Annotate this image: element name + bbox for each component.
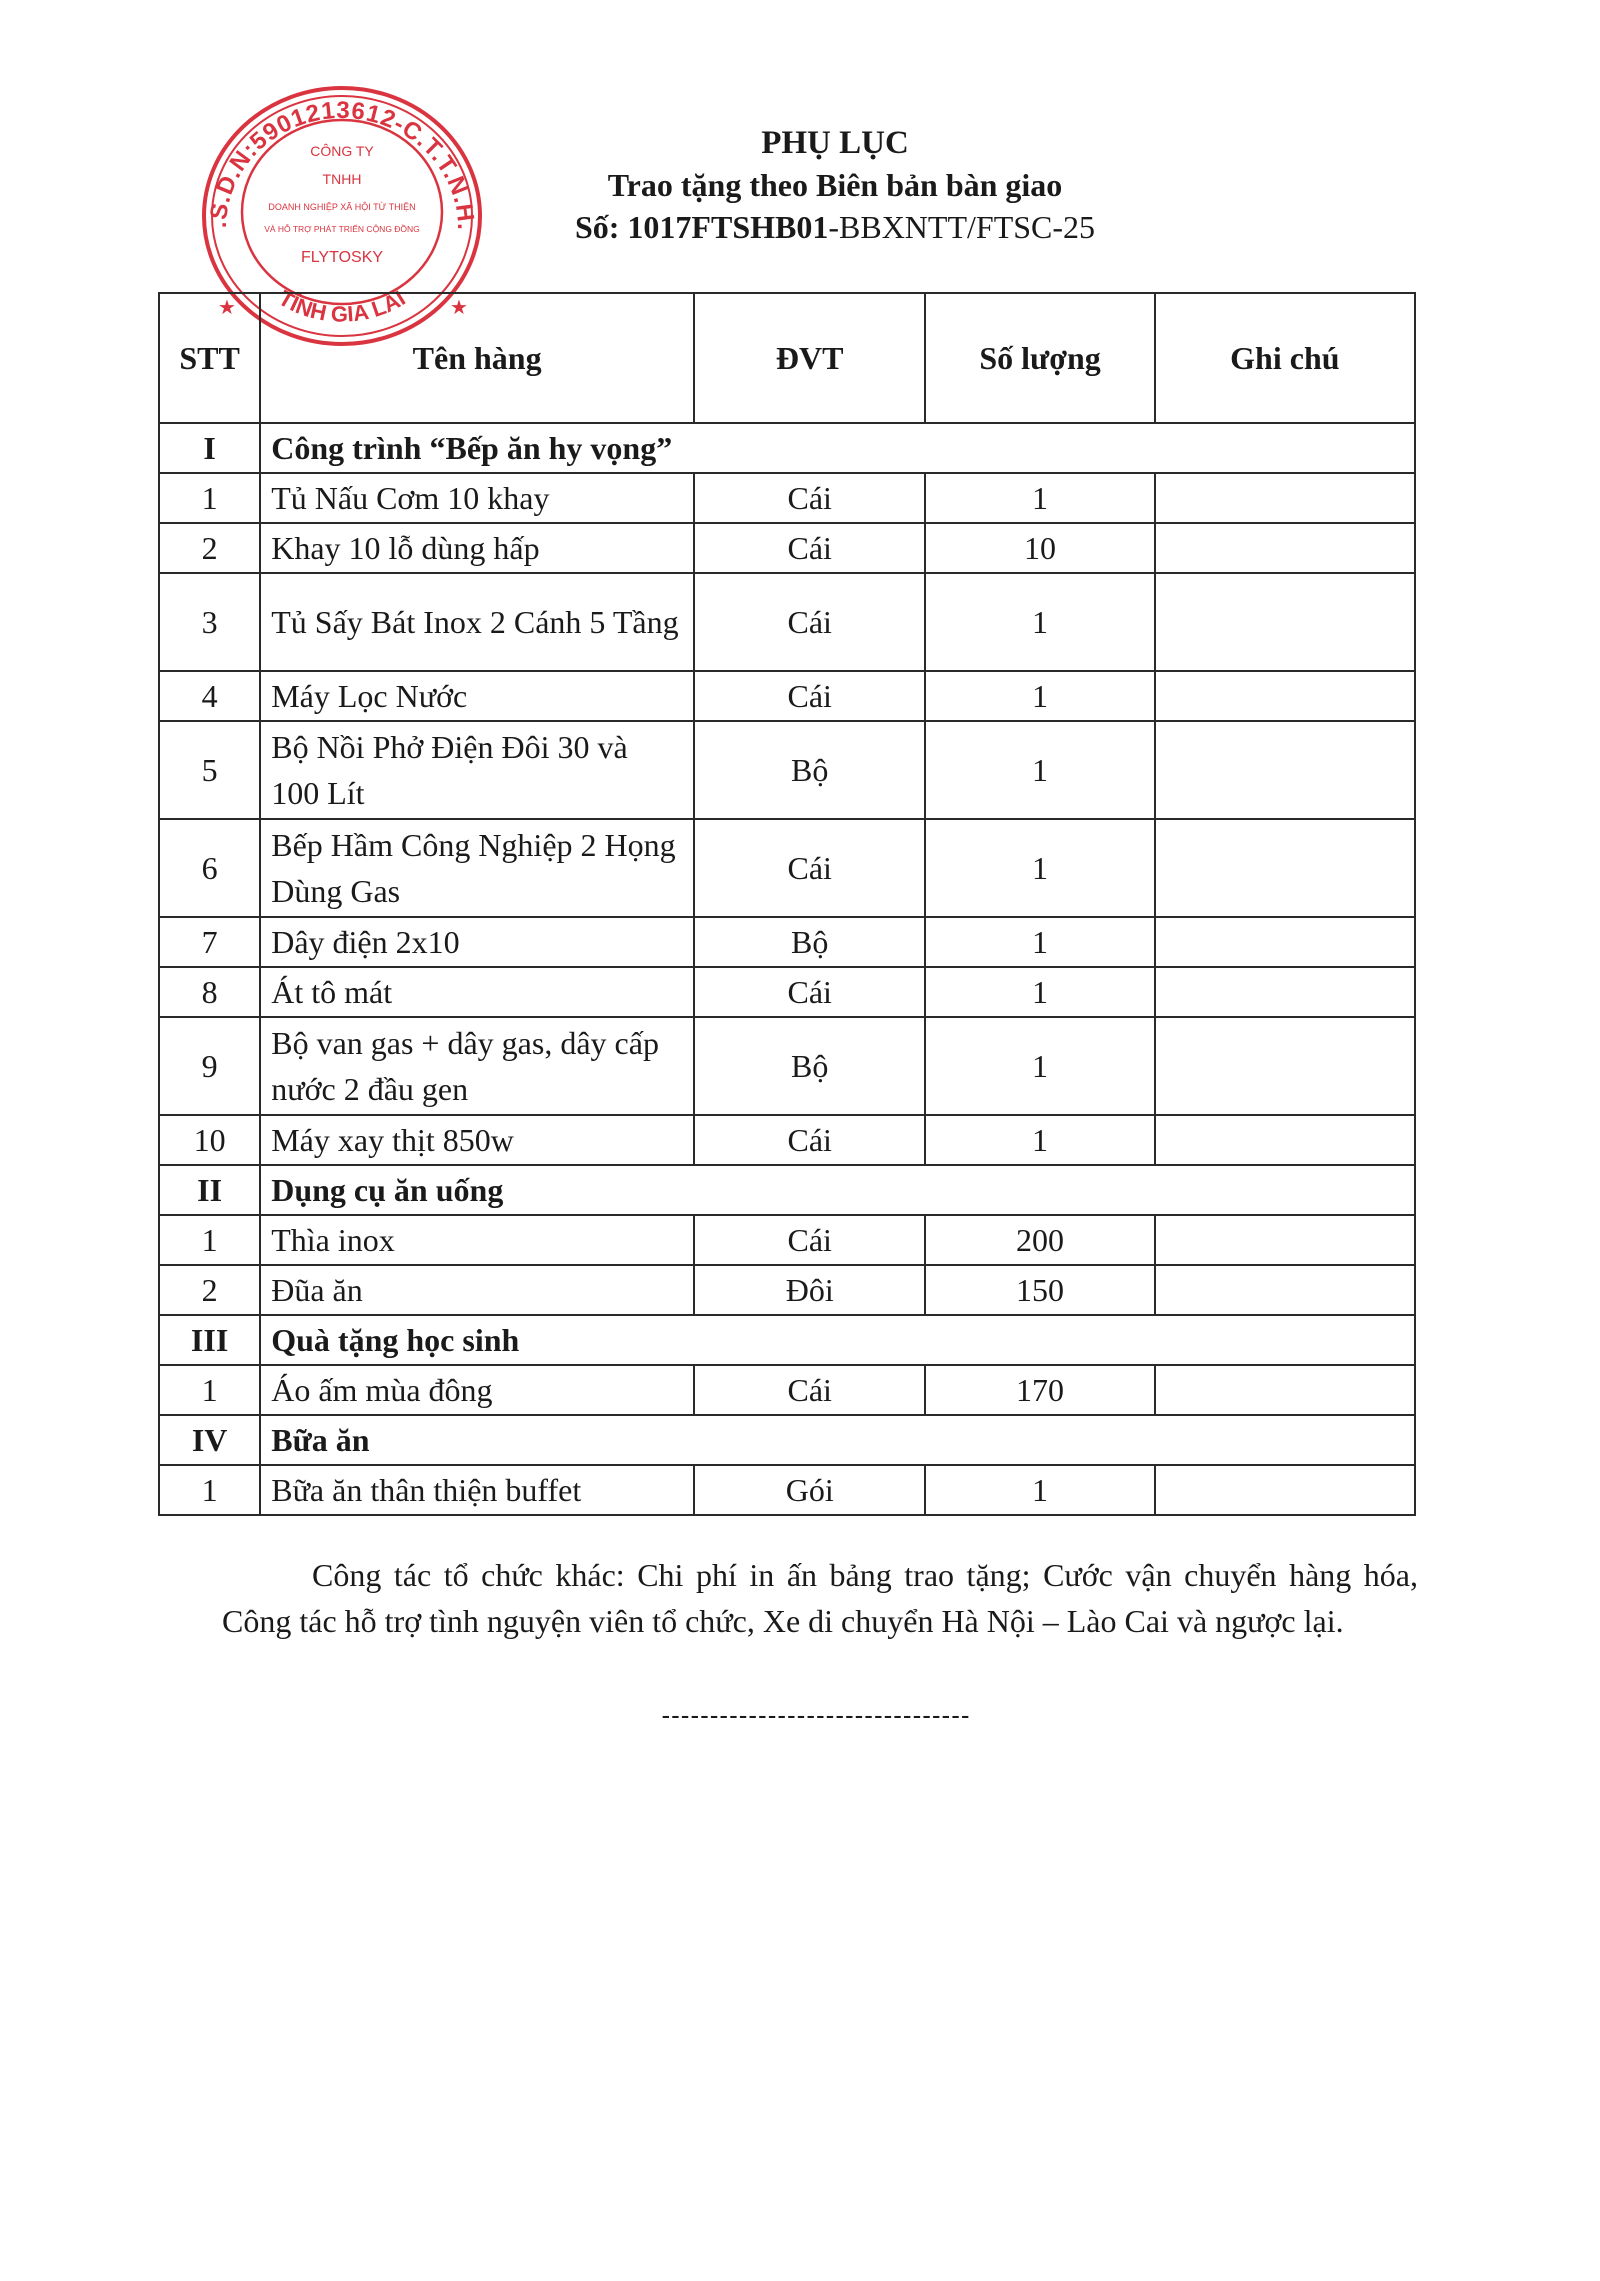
section-title: Dụng cụ ăn uống — [260, 1165, 1415, 1215]
svg-text:TNHH: TNHH — [322, 171, 362, 187]
row-stt: 2 — [159, 523, 260, 573]
svg-text:M.S.D.N:5901213612-C.T.T.N.H.H: .S.D.N:5901213612-C.T.T.N.H. — [204, 96, 480, 231]
svg-text:DOANH NGHIỆP XÃ HỘI TỪ THIỆN: DOANH NGHIỆP XÃ HỘI TỪ THIỆN — [268, 202, 416, 212]
svg-text:TỈNH GIA LAI: TỈNH GIA LAI — [274, 285, 410, 327]
row-name: Dây điện 2x10 — [260, 917, 694, 967]
row-stt: 1 — [159, 1465, 260, 1515]
svg-text:VÀ HỖ TRỢ PHÁT TRIỂN CỘNG ĐỒNG: VÀ HỖ TRỢ PHÁT TRIỂN CỘNG ĐỒNG — [264, 224, 420, 234]
row-name: Át tô mát — [260, 967, 694, 1017]
row-name: Bữa ăn thân thiện buffet — [260, 1465, 694, 1515]
row-qty: 1 — [925, 967, 1154, 1017]
table-row — [159, 917, 1415, 967]
row-qty: 1 — [925, 473, 1154, 523]
row-qty: 170 — [925, 1365, 1154, 1415]
row-name: Thìa inox — [260, 1215, 694, 1265]
row-qty: 1 — [925, 721, 1154, 819]
section-number: IV — [159, 1415, 260, 1465]
end-separator: -------------------------------- — [661, 1700, 971, 1730]
row-unit: Cái — [694, 671, 925, 721]
section-row — [159, 423, 1415, 473]
row-note — [1155, 573, 1415, 671]
row-qty: 1 — [925, 1465, 1154, 1515]
section-number: I — [159, 423, 260, 473]
row-unit: Bộ — [694, 917, 925, 967]
table-row — [159, 819, 1415, 917]
row-qty: 1 — [925, 1115, 1154, 1165]
table-row — [159, 1215, 1415, 1265]
document-number-prefix: Số: 1017FTSHB01 — [574, 209, 829, 245]
table-header-row — [159, 293, 1415, 423]
table-row — [159, 1017, 1415, 1115]
row-note — [1155, 473, 1415, 523]
row-unit: Gói — [694, 1465, 925, 1515]
section-row — [159, 1315, 1415, 1365]
row-unit: Cái — [694, 1365, 925, 1415]
row-note — [1155, 819, 1415, 917]
row-stt: 2 — [159, 1265, 260, 1315]
row-unit: Bộ — [694, 1017, 925, 1115]
row-name: Đũa ăn — [260, 1265, 694, 1315]
header-qty: Số lượng — [925, 293, 1154, 423]
row-note — [1155, 671, 1415, 721]
row-qty: 1 — [925, 1017, 1154, 1115]
section-row — [159, 1165, 1415, 1215]
row-name: Khay 10 lỗ dùng hấp — [260, 523, 694, 573]
row-note — [1155, 1017, 1415, 1115]
row-unit: Cái — [694, 819, 925, 917]
row-unit: Cái — [694, 473, 925, 523]
row-unit: Bộ — [694, 721, 925, 819]
row-note — [1155, 721, 1415, 819]
row-unit: Cái — [694, 1215, 925, 1265]
svg-text:CÔNG TY: CÔNG TY — [310, 143, 374, 159]
row-name: Máy Lọc Nước — [260, 671, 694, 721]
footer-paragraph: Công tác tổ chức khác: Chi phí in ấn bảng trao tặng; Cước vận chuyển hàng hóa, Công tác hỗ trợ tình nguyện viên tổ chức, Xe di chuyển Hà Nội – Lào Cai và ngược lại. — [222, 1557, 1418, 1639]
row-unit: Cái — [694, 967, 925, 1017]
row-qty: 10 — [925, 523, 1154, 573]
row-name: Áo ấm mùa đông — [260, 1365, 694, 1415]
row-stt: 4 — [159, 671, 260, 721]
table-row — [159, 1115, 1415, 1165]
section-title: Quà tặng học sinh — [260, 1315, 1415, 1365]
row-qty: 1 — [925, 819, 1154, 917]
row-stt: 6 — [159, 819, 260, 917]
row-note — [1155, 1265, 1415, 1315]
section-row — [159, 1415, 1415, 1465]
row-stt: 1 — [159, 1365, 260, 1415]
row-stt: 7 — [159, 917, 260, 967]
row-qty: 1 — [925, 573, 1154, 671]
section-number: II — [159, 1165, 260, 1215]
row-note — [1155, 917, 1415, 967]
row-name: Tủ Nấu Cơm 10 khay — [260, 473, 694, 523]
header-note: Ghi chú — [1155, 293, 1415, 423]
row-qty: 150 — [925, 1265, 1154, 1315]
row-stt: 3 — [159, 573, 260, 671]
row-note — [1155, 1215, 1415, 1265]
section-title: Bữa ăn — [260, 1415, 1415, 1465]
row-note — [1155, 1465, 1415, 1515]
row-unit: Cái — [694, 523, 925, 573]
header-name: Tên hàng — [260, 293, 694, 423]
section-title: Công trình “Bếp ăn hy vọng” — [260, 423, 1415, 473]
svg-text:FLYTOSKY: FLYTOSKY — [300, 249, 384, 266]
table-row — [159, 671, 1415, 721]
row-name: Máy xay thịt 850w — [260, 1115, 694, 1165]
row-qty: 200 — [925, 1215, 1154, 1265]
row-qty: 1 — [925, 671, 1154, 721]
table-row — [159, 1365, 1415, 1415]
header-stt: STT — [159, 293, 260, 423]
row-stt: 1 — [159, 1215, 260, 1265]
row-stt: 5 — [159, 721, 260, 819]
document-title: PHỤ LỤC — [761, 125, 909, 161]
table-row — [159, 523, 1415, 573]
row-note — [1155, 1365, 1415, 1415]
row-note — [1155, 523, 1415, 573]
row-unit: Cái — [694, 573, 925, 671]
table-row — [159, 473, 1415, 523]
row-qty: 1 — [925, 917, 1154, 967]
row-stt: 9 — [159, 1017, 260, 1115]
document-number-suffix: -BBXNTT/FTSC-25 — [828, 209, 1096, 245]
row-name: Bếp Hầm Công Nghiệp 2 Họng Dùng Gas — [260, 819, 694, 917]
row-unit: Đôi — [694, 1265, 925, 1315]
row-name: Tủ Sấy Bát Inox 2 Cánh 5 Tầng — [260, 573, 694, 671]
document-header — [500, 122, 1170, 248]
table-row — [159, 721, 1415, 819]
row-name: Bộ Nồi Phở Điện Đôi 30 và 100 Lít — [260, 721, 694, 819]
row-note — [1155, 1115, 1415, 1165]
svg-text:★: ★ — [218, 297, 236, 319]
section-number: III — [159, 1315, 260, 1365]
table-row — [159, 573, 1415, 671]
row-stt: 10 — [159, 1115, 260, 1165]
table-row — [159, 1465, 1415, 1515]
document-subtitle: Trao tặng theo Biên bản bàn giao — [607, 167, 1063, 203]
row-unit: Cái — [694, 1115, 925, 1165]
footer-note — [222, 1552, 1418, 1644]
row-name: Bộ van gas + dây gas, dây cấp nước 2 đầu gen — [260, 1017, 694, 1115]
items-table — [158, 292, 1416, 1516]
table-row — [159, 1265, 1415, 1315]
document-number — [500, 206, 1170, 248]
row-note — [1155, 967, 1415, 1017]
row-stt: 8 — [159, 967, 260, 1017]
row-stt: 1 — [159, 473, 260, 523]
table-row — [159, 967, 1415, 1017]
svg-text:★: ★ — [450, 297, 468, 319]
header-unit: ĐVT — [694, 293, 925, 423]
